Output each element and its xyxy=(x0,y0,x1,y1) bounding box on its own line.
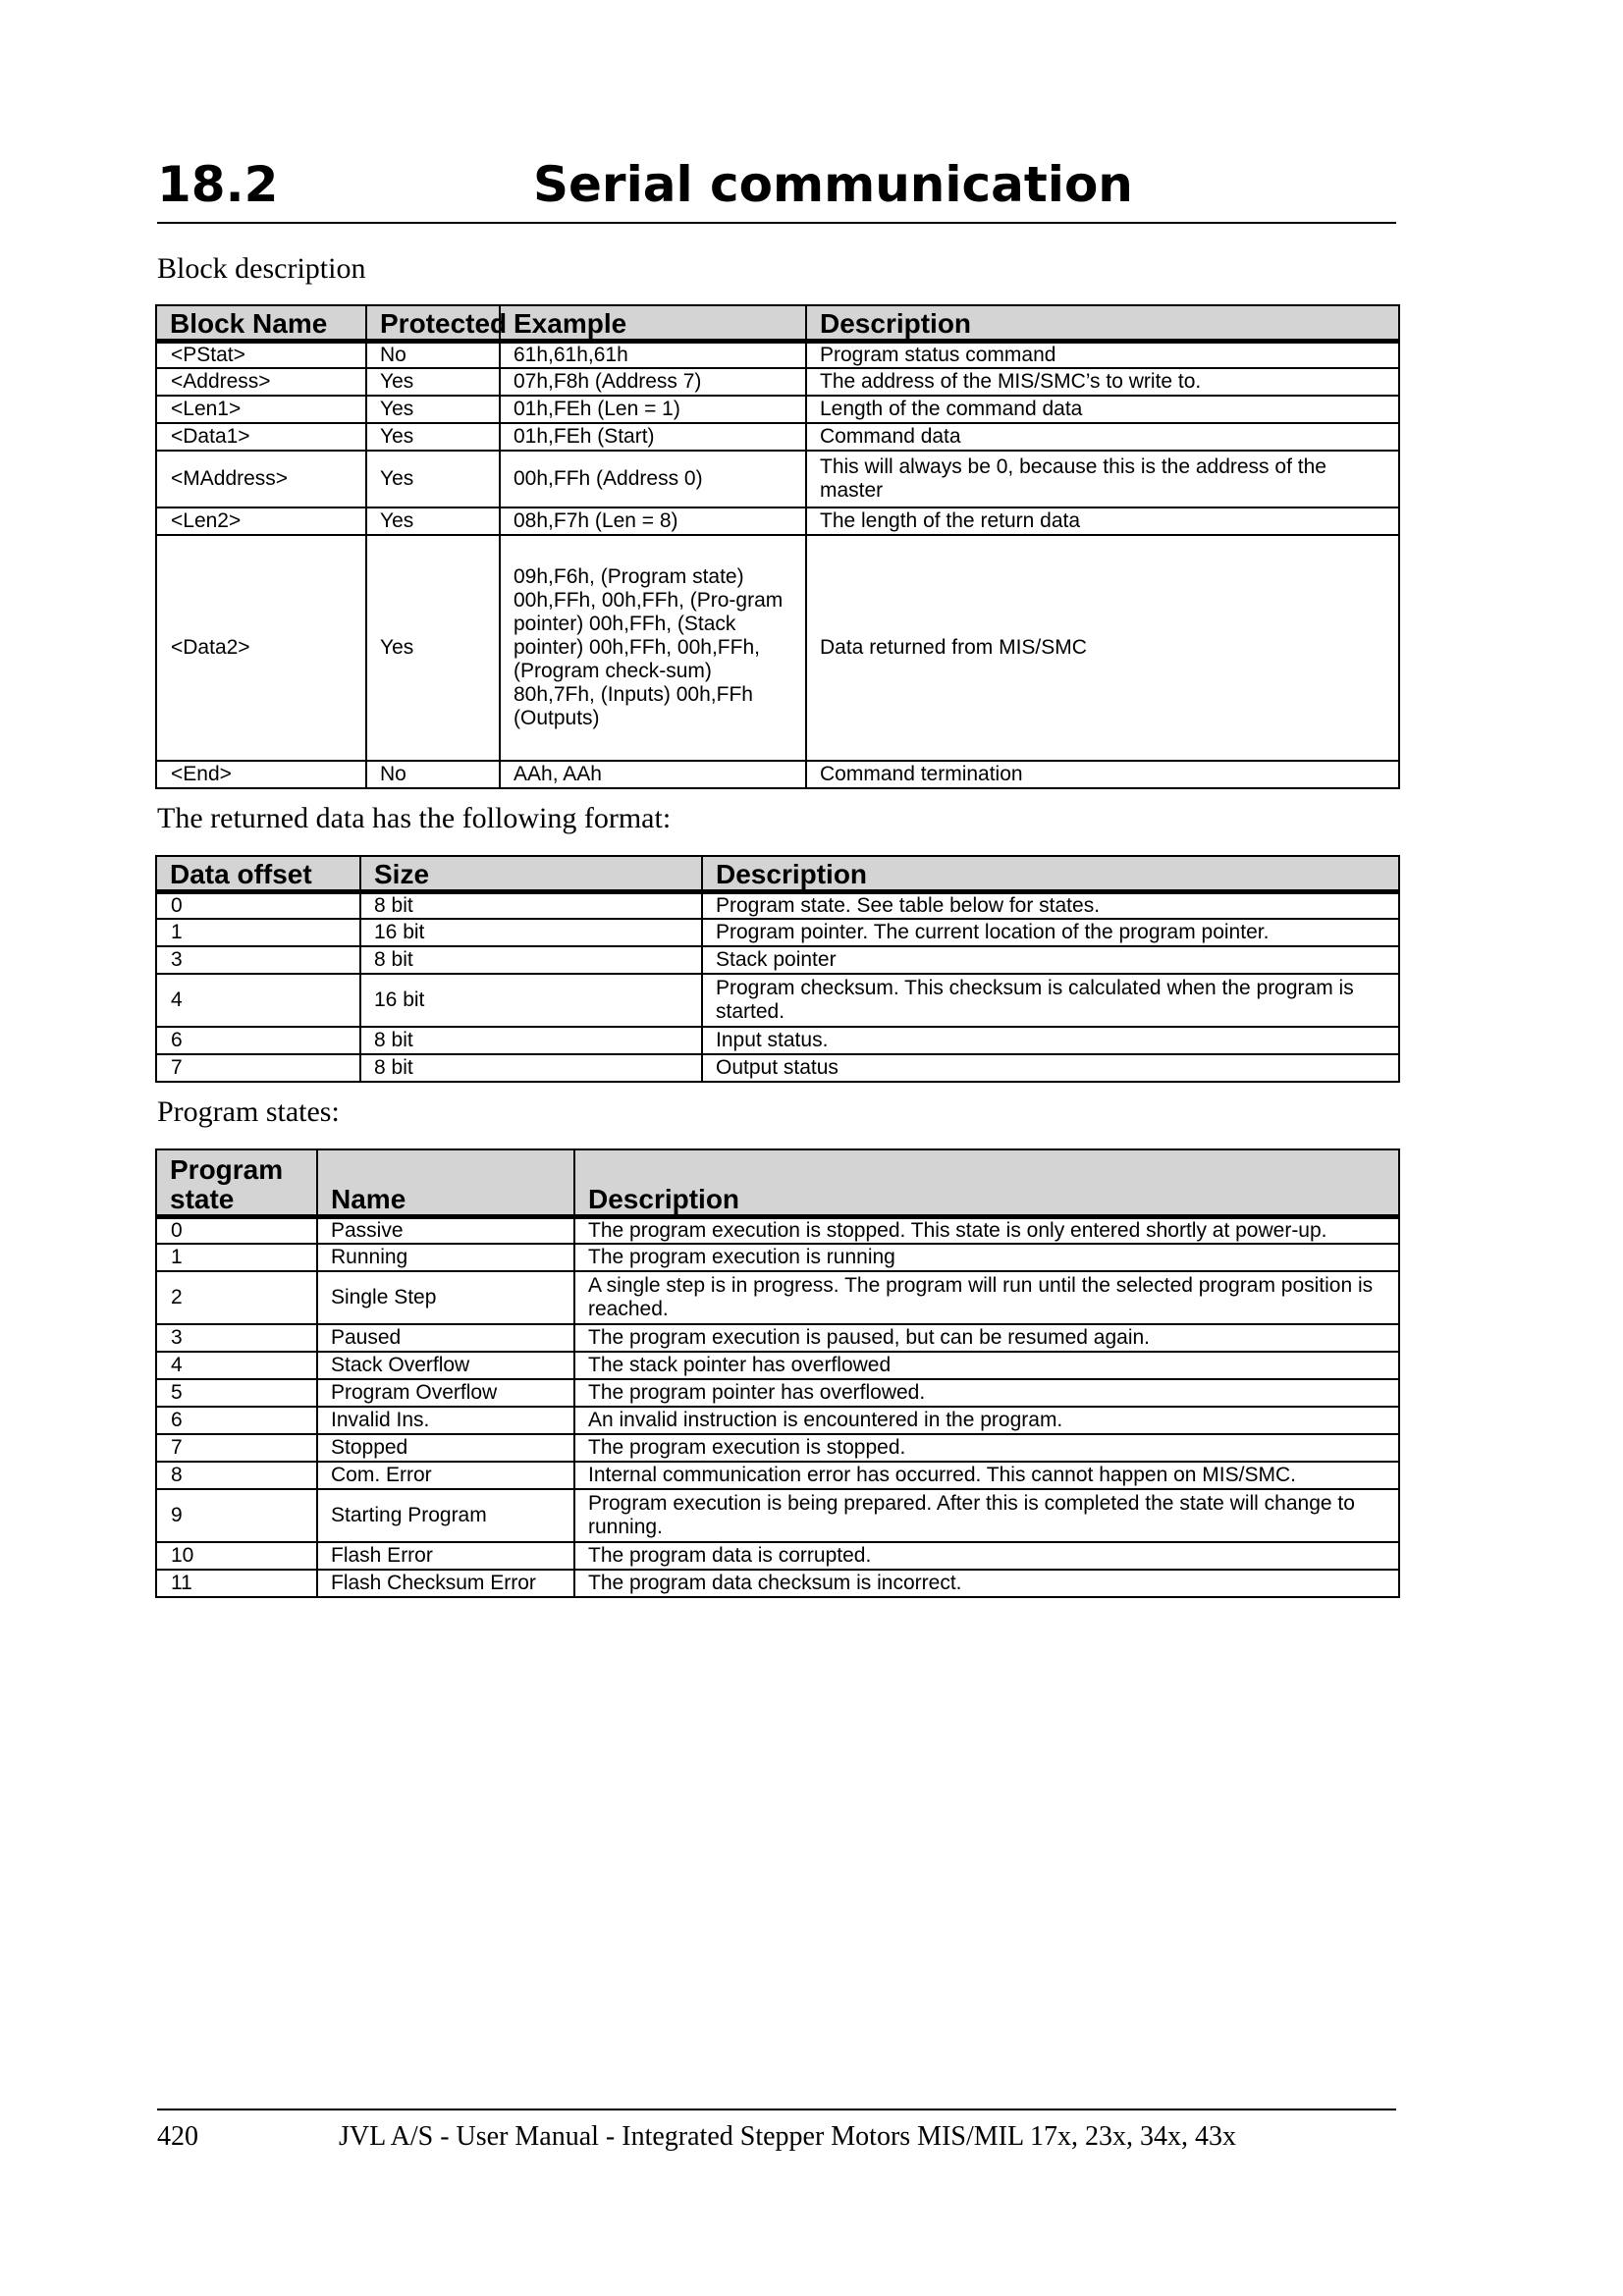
table-row xyxy=(156,1271,1399,1324)
offset-cell: 7 xyxy=(156,1054,360,1082)
table-row xyxy=(156,1027,1399,1054)
block-name-cell: <MAddress> xyxy=(156,451,366,507)
table-row xyxy=(156,891,1399,919)
table-header-row xyxy=(156,1149,1399,1216)
description-cell: Input status. xyxy=(702,1027,1399,1054)
description-cell: The length of the return data xyxy=(806,507,1399,535)
table-row xyxy=(156,1379,1399,1407)
table-row xyxy=(156,1324,1399,1352)
table-row xyxy=(156,946,1399,974)
description-cell: Program pointer. The current location of the program pointer. xyxy=(702,919,1399,946)
protected-cell: Yes xyxy=(366,451,500,507)
size-cell: 16 bit xyxy=(360,974,702,1027)
description-cell: Output status xyxy=(702,1054,1399,1082)
description-cell: Program status command xyxy=(806,341,1399,368)
table-row xyxy=(156,1054,1399,1082)
column-header-data-offset: Data offset xyxy=(156,856,360,891)
table-header-row xyxy=(156,305,1399,341)
example-cell: 61h,61h,61h xyxy=(500,341,806,368)
name-cell: Starting Program xyxy=(317,1489,574,1542)
description-cell: The address of the MIS/SMC’s to write to. xyxy=(806,368,1399,396)
state-cell: 1 xyxy=(156,1244,317,1271)
name-cell: Stopped xyxy=(317,1434,574,1462)
column-header-block-name: Block Name xyxy=(156,305,366,341)
state-cell: 10 xyxy=(156,1542,317,1570)
example-cell: 01h,FEh (Start) xyxy=(500,423,806,451)
table-row xyxy=(156,396,1399,423)
name-cell: Running xyxy=(317,1244,574,1271)
program-states-table xyxy=(155,1148,1400,1598)
offset-cell: 0 xyxy=(156,891,360,919)
description-cell: Command data xyxy=(806,423,1399,451)
state-cell: 7 xyxy=(156,1434,317,1462)
footer-title: JVL A/S - User Manual - Integrated Stepper Motors MIS/MIL 17x, 23x, 34x, 43x xyxy=(339,2121,1237,2152)
column-header-size: Size xyxy=(360,856,702,891)
example-cell: 08h,F7h (Len = 8) xyxy=(500,507,806,535)
protected-cell: Yes xyxy=(366,507,500,535)
description-cell: This will always be 0, because this is the address of the master xyxy=(806,451,1399,507)
table-row xyxy=(156,1462,1399,1489)
table-row xyxy=(156,341,1399,368)
block-name-cell: <Len2> xyxy=(156,507,366,535)
section-title: Serial communication xyxy=(533,156,1133,213)
example-cell: 00h,FFh (Address 0) xyxy=(500,451,806,507)
protected-cell: Yes xyxy=(366,368,500,396)
table-row xyxy=(156,1244,1399,1271)
description-cell: Command termination xyxy=(806,761,1399,788)
column-header-description: Description xyxy=(806,305,1399,341)
column-header-description: Description xyxy=(702,856,1399,891)
protected-cell: Yes xyxy=(366,535,500,761)
table-header-row xyxy=(156,856,1399,891)
table-row xyxy=(156,919,1399,946)
table-row xyxy=(156,761,1399,788)
example-cell: AAh, AAh xyxy=(500,761,806,788)
block-description-caption: Block description xyxy=(157,252,366,285)
description-cell: An invalid instruction is encountered in the program. xyxy=(574,1407,1399,1434)
example-cell: 07h,F8h (Address 7) xyxy=(500,368,806,396)
table-row xyxy=(156,368,1399,396)
column-header-program-state: Program state xyxy=(156,1149,317,1216)
returned-data-caption: The returned data has the following format: xyxy=(157,802,672,834)
returned-data-table xyxy=(155,855,1400,1083)
table-row xyxy=(156,423,1399,451)
table-row xyxy=(156,1216,1399,1244)
protected-cell: No xyxy=(366,761,500,788)
state-cell: 0 xyxy=(156,1216,317,1244)
table-row xyxy=(156,1407,1399,1434)
description-cell: Program checksum. This checksum is calculated when the program is started. xyxy=(702,974,1399,1027)
description-cell: Stack pointer xyxy=(702,946,1399,974)
description-cell: The stack pointer has overflowed xyxy=(574,1352,1399,1379)
table-row xyxy=(156,1434,1399,1462)
table-row xyxy=(156,974,1399,1027)
description-cell: Data returned from MIS/SMC xyxy=(806,535,1399,761)
description-cell: Program execution is being prepared. After this is completed the state will change to running. xyxy=(574,1489,1399,1542)
protected-cell: Yes xyxy=(366,396,500,423)
description-cell: The program execution is stopped. xyxy=(574,1434,1399,1462)
block-name-cell: <Address> xyxy=(156,368,366,396)
offset-cell: 4 xyxy=(156,974,360,1027)
description-cell: The program pointer has overflowed. xyxy=(574,1379,1399,1407)
section-number: 18.2 xyxy=(157,156,279,213)
description-cell: The program data checksum is incorrect. xyxy=(574,1570,1399,1597)
size-cell: 8 bit xyxy=(360,1027,702,1054)
size-cell: 8 bit xyxy=(360,891,702,919)
section-header xyxy=(157,155,1396,224)
size-cell: 16 bit xyxy=(360,919,702,946)
description-cell: A single step is in progress. The program will run until the selected program position is reached. xyxy=(574,1271,1399,1324)
offset-cell: 1 xyxy=(156,919,360,946)
state-cell: 9 xyxy=(156,1489,317,1542)
footer-divider xyxy=(157,2109,1396,2110)
page-number: 420 xyxy=(157,2121,198,2152)
name-cell: Stack Overflow xyxy=(317,1352,574,1379)
name-cell: Flash Checksum Error xyxy=(317,1570,574,1597)
example-cell: 09h,F6h, (Program state) 00h,FFh, 00h,FFh, (Pro-gram pointer) 00h,FFh, (Stack pointer) 00h,FFh, 00h,FFh, (Program check-sum) 80h,7Fh, (Inputs) 00h,FFh (Outputs) xyxy=(500,535,806,761)
name-cell: Passive xyxy=(317,1216,574,1244)
block-name-cell: <Len1> xyxy=(156,396,366,423)
name-cell: Paused xyxy=(317,1324,574,1352)
table-row xyxy=(156,535,1399,761)
name-cell: Flash Error xyxy=(317,1542,574,1570)
block-description-table xyxy=(155,304,1400,789)
name-cell: Program Overflow xyxy=(317,1379,574,1407)
block-name-cell: <Data2> xyxy=(156,535,366,761)
table-row xyxy=(156,507,1399,535)
table-row xyxy=(156,1352,1399,1379)
state-cell: 4 xyxy=(156,1352,317,1379)
state-cell: 2 xyxy=(156,1271,317,1324)
block-name-cell: <End> xyxy=(156,761,366,788)
table-row xyxy=(156,1489,1399,1542)
description-cell: The program data is corrupted. xyxy=(574,1542,1399,1570)
block-name-cell: <Data1> xyxy=(156,423,366,451)
description-cell: The program execution is paused, but can be resumed again. xyxy=(574,1324,1399,1352)
description-cell: Length of the command data xyxy=(806,396,1399,423)
size-cell: 8 bit xyxy=(360,946,702,974)
state-cell: 6 xyxy=(156,1407,317,1434)
size-cell: 8 bit xyxy=(360,1054,702,1082)
name-cell: Com. Error xyxy=(317,1462,574,1489)
table-row xyxy=(156,1570,1399,1597)
column-header-protected: Protected xyxy=(366,305,500,341)
program-states-caption: Program states: xyxy=(157,1095,340,1128)
name-cell: Single Step xyxy=(317,1271,574,1324)
name-cell: Invalid Ins. xyxy=(317,1407,574,1434)
example-cell: 01h,FEh (Len = 1) xyxy=(500,396,806,423)
description-cell: The program execution is running xyxy=(574,1244,1399,1271)
state-cell: 8 xyxy=(156,1462,317,1489)
column-header-name: Name xyxy=(317,1149,574,1216)
description-cell: Internal communication error has occurred. This cannot happen on MIS/SMC. xyxy=(574,1462,1399,1489)
state-cell: 5 xyxy=(156,1379,317,1407)
table-row xyxy=(156,451,1399,507)
state-cell: 3 xyxy=(156,1324,317,1352)
protected-cell: No xyxy=(366,341,500,368)
state-cell: 11 xyxy=(156,1570,317,1597)
column-header-example: Example xyxy=(500,305,806,341)
description-cell: The program execution is stopped. This state is only entered shortly at power-up. xyxy=(574,1216,1399,1244)
column-header-description: Description xyxy=(574,1149,1399,1216)
offset-cell: 6 xyxy=(156,1027,360,1054)
description-cell: Program state. See table below for states. xyxy=(702,891,1399,919)
block-name-cell: <PStat> xyxy=(156,341,366,368)
offset-cell: 3 xyxy=(156,946,360,974)
protected-cell: Yes xyxy=(366,423,500,451)
table-row xyxy=(156,1542,1399,1570)
